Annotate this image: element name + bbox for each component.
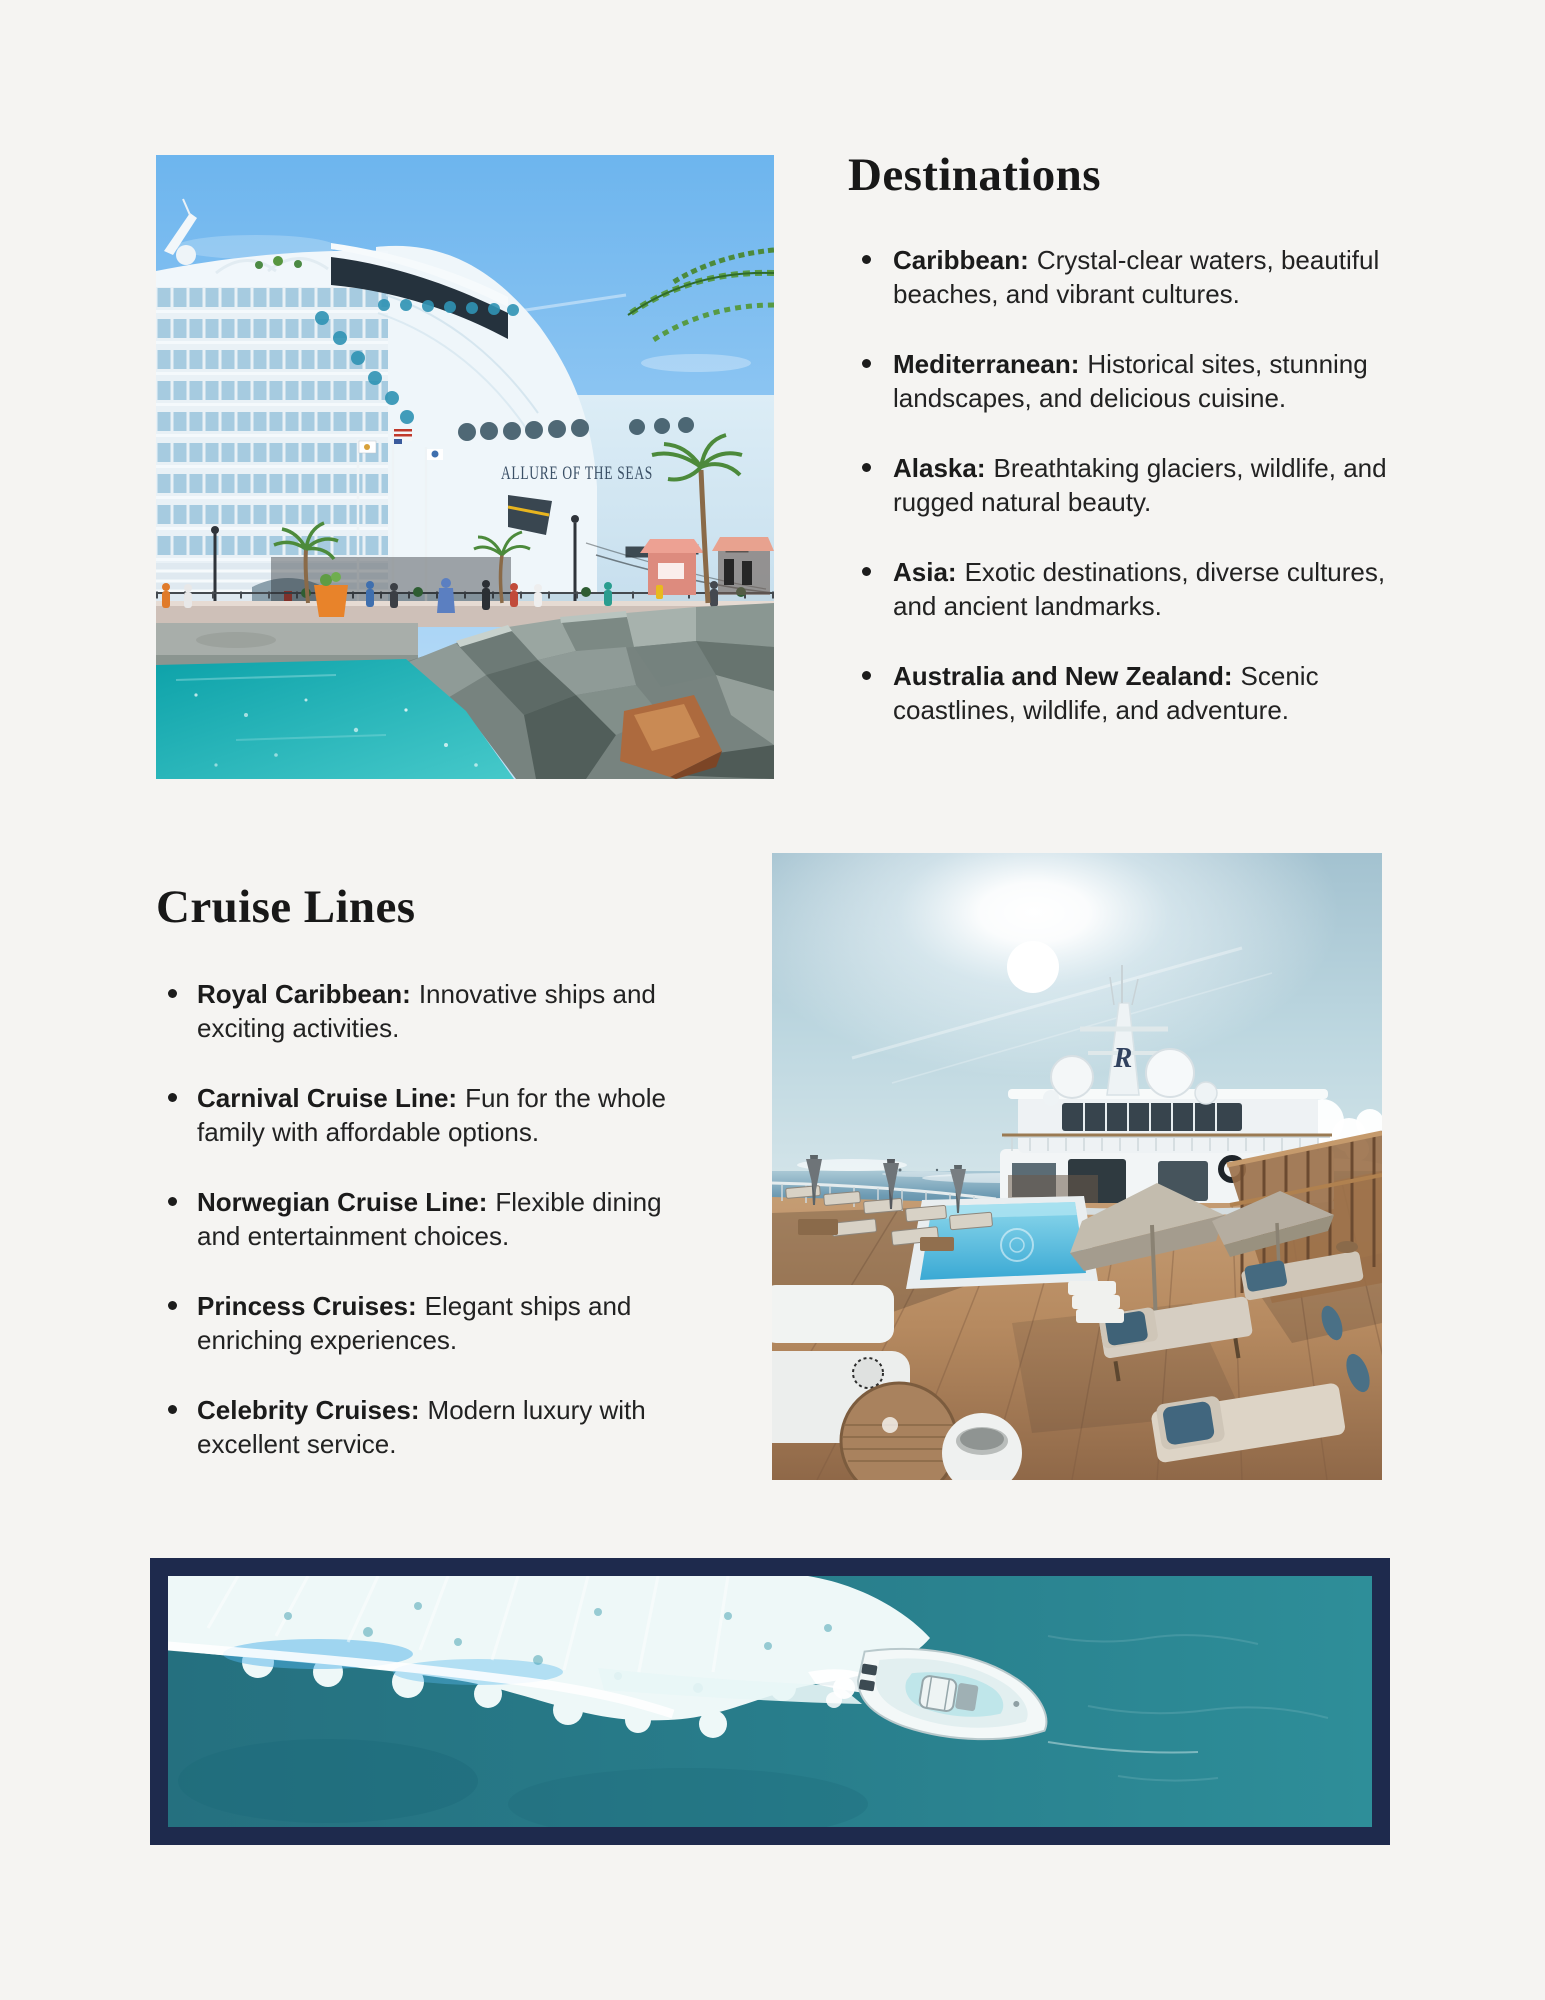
boat-aerial-banner [150, 1558, 1390, 1845]
list-item [156, 1185, 677, 1253]
ship-deck-pool-photo [772, 853, 1382, 1480]
mast-monogram: R [1113, 1043, 1133, 1074]
item-text: Elegant ships and enriching experiences. [197, 1290, 632, 1355]
list-item [156, 1393, 677, 1461]
list-item [848, 451, 1393, 519]
item-text: Innovative ships and exciting activities. [197, 978, 656, 1043]
sun [1007, 941, 1059, 993]
list-item [156, 1289, 677, 1357]
list-item [156, 977, 677, 1045]
destinations-list [848, 243, 1396, 727]
list-item [848, 555, 1393, 623]
item-label: Princess Cruises: [197, 1290, 417, 1321]
list-item [848, 347, 1393, 415]
item-text: Historical sites, stunning landscapes, and delicious cuisine. [893, 348, 1368, 413]
destinations-section [848, 146, 1396, 763]
cruise-lines-list [156, 977, 721, 1461]
cruise-ship-port-photo [156, 155, 774, 779]
item-label: Royal Caribbean: [197, 978, 411, 1009]
cruise-lines-section [156, 878, 721, 1497]
item-text: Fun for the whole family with affordable options. [197, 1082, 666, 1147]
round-table [841, 1383, 957, 1480]
item-label: Mediterranean: [893, 348, 1080, 379]
list-item [848, 659, 1393, 727]
destinations-heading: Destinations [848, 149, 1101, 201]
radome-right [1146, 1049, 1194, 1097]
list-item [156, 1081, 677, 1149]
item-text: Crystal-clear waters, beautiful beaches, and vibrant cultures. [893, 244, 1380, 309]
item-text: Scenic coastlines, wildlife, and adventure. [893, 660, 1319, 725]
item-text: Modern luxury with excellent service. [197, 1394, 646, 1459]
list-item [848, 243, 1393, 311]
ship-name-text: ALLURE OF THE SEAS [501, 463, 653, 484]
item-label: Asia: [893, 556, 957, 587]
item-label: Celebrity Cruises: [197, 1394, 420, 1425]
item-text: Exotic destinations, diverse cultures, and ancient landmarks. [893, 556, 1386, 621]
cruise-lines-heading: Cruise Lines [156, 881, 416, 933]
item-label: Alaska: [893, 452, 986, 483]
item-label: Norwegian Cruise Line: [197, 1186, 488, 1217]
item-text: Breathtaking glaciers, wildlife, and rugged natural beauty. [893, 452, 1387, 517]
radome-left [1051, 1056, 1093, 1098]
item-label: Australia and New Zealand: [893, 660, 1233, 691]
item-label: Carnival Cruise Line: [197, 1082, 458, 1113]
item-label: Caribbean: [893, 244, 1029, 275]
item-text: Flexible dining and entertainment choices. [197, 1186, 662, 1251]
